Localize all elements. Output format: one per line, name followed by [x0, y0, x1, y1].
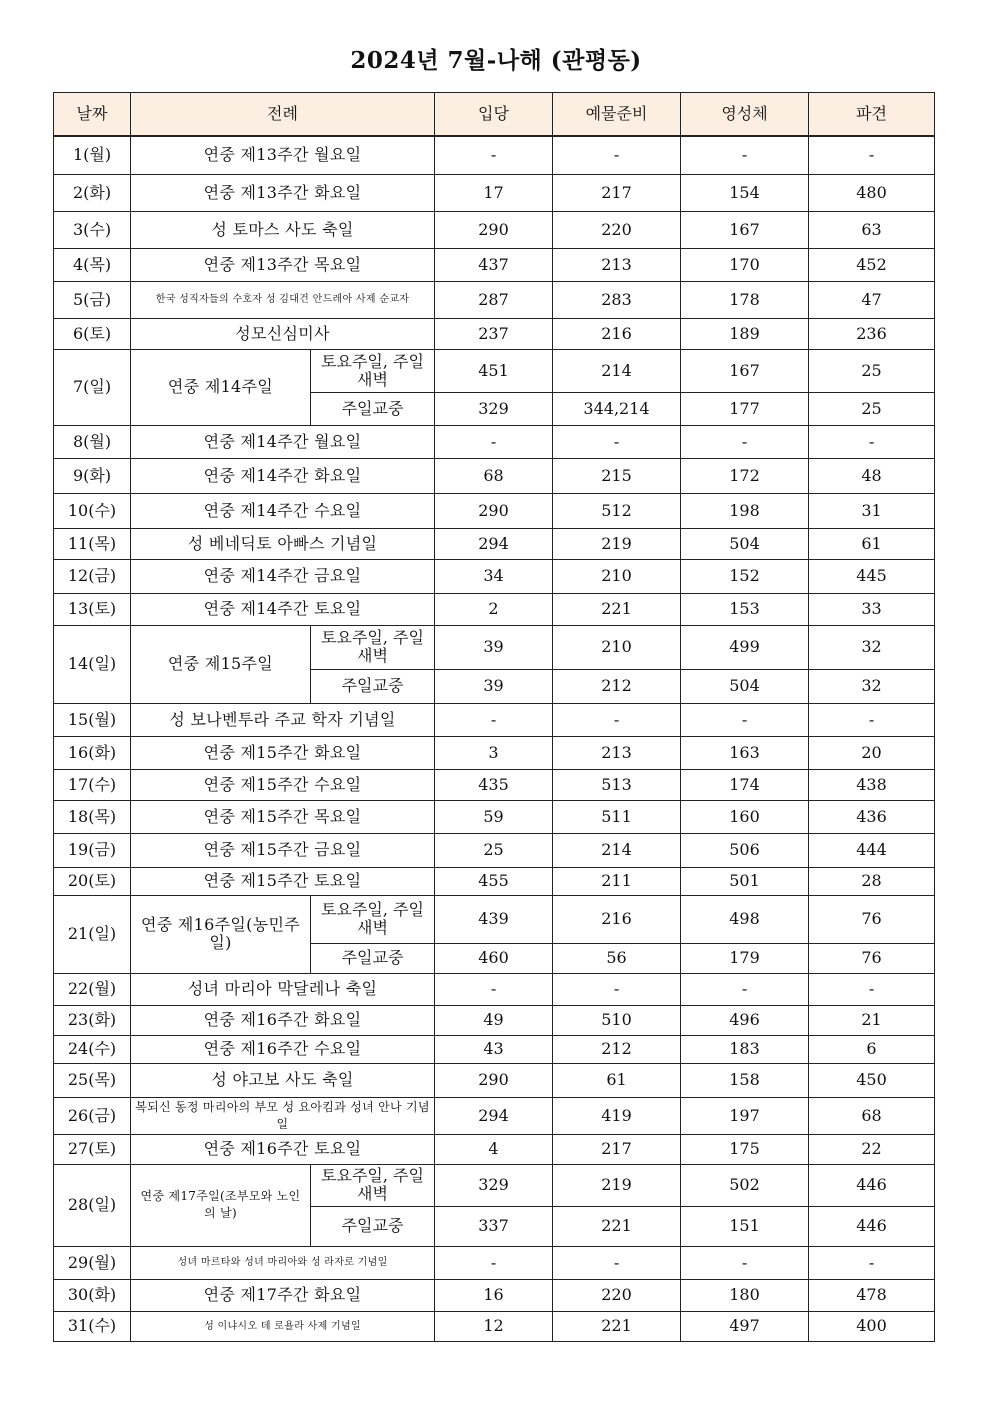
offertory-cell: 221 [553, 1311, 681, 1341]
offertory-cell: 513 [553, 769, 681, 800]
offertory-cell: 213 [553, 736, 681, 769]
communion-cell: 496 [681, 1005, 809, 1035]
entrance-cell: - [435, 1246, 553, 1279]
communion-cell: 179 [681, 943, 809, 973]
entrance-cell: 49 [435, 1005, 553, 1035]
offertory-cell: 214 [553, 833, 681, 867]
dismissal-cell: 68 [809, 1097, 935, 1134]
entrance-cell: 59 [435, 800, 553, 833]
communion-cell: 183 [681, 1035, 809, 1063]
offertory-cell: - [553, 1246, 681, 1279]
communion-cell: 197 [681, 1097, 809, 1134]
communion-cell: - [681, 425, 809, 458]
liturgy-cell: 연중 제15주간 토요일 [131, 867, 435, 895]
dismissal-cell: 21 [809, 1005, 935, 1035]
entrance-cell: 439 [435, 895, 553, 943]
dismissal-cell: 6 [809, 1035, 935, 1063]
table-row [54, 174, 935, 211]
liturgy-cell: 연중 제14주일 [131, 349, 311, 425]
offertory-cell: 212 [553, 669, 681, 703]
dismissal-cell: 31 [809, 493, 935, 528]
liturgy-cell: 연중 제13주간 월요일 [131, 136, 435, 174]
date-cell: 19(금) [54, 833, 131, 867]
offertory-cell: 210 [553, 625, 681, 669]
liturgy-cell: 연중 제14주간 월요일 [131, 425, 435, 458]
date-cell: 16(화) [54, 736, 131, 769]
table-row [54, 703, 935, 736]
offertory-cell: 221 [553, 593, 681, 625]
communion-cell: 174 [681, 769, 809, 800]
liturgy-cell: 연중 제13주간 화요일 [131, 174, 435, 211]
table-row [54, 349, 935, 392]
offertory-cell: 215 [553, 458, 681, 493]
offertory-cell: 216 [553, 318, 681, 349]
table-row [54, 1246, 935, 1279]
offertory-cell: 216 [553, 895, 681, 943]
liturgy-cell: 연중 제15주간 화요일 [131, 736, 435, 769]
mass-type-cell: 토요주일, 주일새벽 [311, 895, 435, 943]
communion-cell: 154 [681, 174, 809, 211]
liturgy-schedule-table [53, 92, 935, 1342]
liturgy-cell: 성녀 마르타와 성녀 마리아와 성 라자로 기념일 [131, 1246, 435, 1279]
date-cell: 9(화) [54, 458, 131, 493]
dismissal-cell: 25 [809, 349, 935, 392]
date-cell: 15(월) [54, 703, 131, 736]
entrance-cell: 39 [435, 625, 553, 669]
table-row [54, 528, 935, 559]
offertory-cell: 210 [553, 559, 681, 593]
date-cell: 13(토) [54, 593, 131, 625]
communion-cell: 153 [681, 593, 809, 625]
liturgy-cell: 성 베네딕토 아빠스 기념일 [131, 528, 435, 559]
liturgy-cell: 연중 제17주간 화요일 [131, 1279, 435, 1311]
dismissal-cell: 444 [809, 833, 935, 867]
offertory-cell: 213 [553, 248, 681, 281]
table-row [54, 281, 935, 318]
dismissal-cell: 20 [809, 736, 935, 769]
offertory-cell: 283 [553, 281, 681, 318]
communion-cell: 160 [681, 800, 809, 833]
table-row [54, 867, 935, 895]
offertory-cell: 221 [553, 1206, 681, 1246]
communion-cell: 498 [681, 895, 809, 943]
mass-type-cell: 토요주일, 주일새벽 [311, 349, 435, 392]
date-cell: 29(월) [54, 1246, 131, 1279]
date-cell: 21(일) [54, 895, 131, 973]
dismissal-cell: 63 [809, 211, 935, 248]
entrance-cell: - [435, 425, 553, 458]
table-row [54, 1279, 935, 1311]
dismissal-cell: - [809, 973, 935, 1005]
header-offertory: 예물준비 [553, 93, 681, 137]
communion-cell: 177 [681, 392, 809, 425]
dismissal-cell: 445 [809, 559, 935, 593]
mass-type-cell: 토요주일, 주일새벽 [311, 1164, 435, 1206]
offertory-cell: 219 [553, 1164, 681, 1206]
date-cell: 17(수) [54, 769, 131, 800]
liturgy-cell: 연중 제14주간 수요일 [131, 493, 435, 528]
entrance-cell: 12 [435, 1311, 553, 1341]
date-cell: 25(목) [54, 1063, 131, 1097]
table-row [54, 1035, 935, 1063]
table-row [54, 1005, 935, 1035]
communion-cell: 175 [681, 1134, 809, 1164]
dismissal-cell: 25 [809, 392, 935, 425]
mass-type-cell: 주일교중 [311, 1206, 435, 1246]
offertory-cell: - [553, 136, 681, 174]
communion-cell: 501 [681, 867, 809, 895]
offertory-cell: 211 [553, 867, 681, 895]
offertory-cell: - [553, 425, 681, 458]
dismissal-cell: 446 [809, 1206, 935, 1246]
dismissal-cell: 76 [809, 943, 935, 973]
table-row [54, 248, 935, 281]
entrance-cell: 34 [435, 559, 553, 593]
date-cell: 5(금) [54, 281, 131, 318]
communion-cell: - [681, 1246, 809, 1279]
communion-cell: 499 [681, 625, 809, 669]
liturgy-cell: 연중 제16주일(농민주일) [131, 895, 311, 973]
entrance-cell: 451 [435, 349, 553, 392]
mass-type-cell: 주일교중 [311, 669, 435, 703]
date-cell: 14(일) [54, 625, 131, 703]
communion-cell: 158 [681, 1063, 809, 1097]
table-row [54, 593, 935, 625]
table-row [54, 211, 935, 248]
liturgy-cell: 연중 제16주간 화요일 [131, 1005, 435, 1035]
dismissal-cell: 47 [809, 281, 935, 318]
header-row [54, 93, 935, 137]
page-title: 2024년 7월-나해 (관평동) [350, 47, 642, 74]
entrance-cell: 25 [435, 833, 553, 867]
entrance-cell: 2 [435, 593, 553, 625]
mass-type-cell: 주일교중 [311, 943, 435, 973]
header-communion: 영성체 [681, 93, 809, 137]
entrance-cell: 435 [435, 769, 553, 800]
offertory-cell: 214 [553, 349, 681, 392]
entrance-cell: 290 [435, 1063, 553, 1097]
dismissal-cell: - [809, 703, 935, 736]
table-row [54, 458, 935, 493]
communion-cell: 198 [681, 493, 809, 528]
liturgy-cell: 연중 제15주간 수요일 [131, 769, 435, 800]
table-row [54, 559, 935, 593]
communion-cell: 497 [681, 1311, 809, 1341]
dismissal-cell: 446 [809, 1164, 935, 1206]
dismissal-cell: 48 [809, 458, 935, 493]
communion-cell: 152 [681, 559, 809, 593]
mass-type-cell: 토요주일, 주일새벽 [311, 625, 435, 669]
liturgy-cell: 연중 제16주간 토요일 [131, 1134, 435, 1164]
entrance-cell: 329 [435, 1164, 553, 1206]
entrance-cell: 16 [435, 1279, 553, 1311]
dismissal-cell: 438 [809, 769, 935, 800]
table-row [54, 1311, 935, 1341]
table-row [54, 1063, 935, 1097]
offertory-cell: 217 [553, 174, 681, 211]
communion-cell: 163 [681, 736, 809, 769]
liturgy-cell: 연중 제14주간 금요일 [131, 559, 435, 593]
entrance-cell: 43 [435, 1035, 553, 1063]
liturgy-cell: 성녀 마리아 막달레나 축일 [131, 973, 435, 1005]
entrance-cell: - [435, 136, 553, 174]
date-cell: 23(화) [54, 1005, 131, 1035]
entrance-cell: - [435, 703, 553, 736]
liturgy-cell: 복되신 동정 마리아의 부모 성 요아킴과 성녀 안나 기념일 [131, 1097, 435, 1134]
liturgy-cell: 성 야고보 사도 축일 [131, 1063, 435, 1097]
date-cell: 6(토) [54, 318, 131, 349]
communion-cell: 167 [681, 211, 809, 248]
entrance-cell: 237 [435, 318, 553, 349]
liturgy-cell: 연중 제13주간 목요일 [131, 248, 435, 281]
table-row [54, 1164, 935, 1206]
communion-cell: - [681, 136, 809, 174]
liturgy-cell: 성 이냐시오 데 로욜라 사제 기념일 [131, 1311, 435, 1341]
date-cell: 12(금) [54, 559, 131, 593]
date-cell: 10(수) [54, 493, 131, 528]
liturgy-cell: 연중 제15주일 [131, 625, 311, 703]
dismissal-cell: - [809, 1246, 935, 1279]
table-row [54, 973, 935, 1005]
dismissal-cell: 28 [809, 867, 935, 895]
liturgy-cell: 한국 성직자들의 수호자 성 김대건 안드레아 사제 순교자 [131, 281, 435, 318]
entrance-cell: 337 [435, 1206, 553, 1246]
dismissal-cell: 478 [809, 1279, 935, 1311]
offertory-cell: - [553, 703, 681, 736]
dismissal-cell: - [809, 136, 935, 174]
entrance-cell: 17 [435, 174, 553, 211]
table-row [54, 1097, 935, 1134]
entrance-cell: 329 [435, 392, 553, 425]
offertory-cell: - [553, 973, 681, 1005]
table-row [54, 895, 935, 943]
offertory-cell: 220 [553, 1279, 681, 1311]
table-row [54, 1134, 935, 1164]
dismissal-cell: 22 [809, 1134, 935, 1164]
entrance-cell: 287 [435, 281, 553, 318]
liturgy-cell: 연중 제14주간 화요일 [131, 458, 435, 493]
communion-cell: - [681, 973, 809, 1005]
date-cell: 7(일) [54, 349, 131, 425]
entrance-cell: 294 [435, 1097, 553, 1134]
mass-type-cell: 주일교중 [311, 392, 435, 425]
dismissal-cell: 76 [809, 895, 935, 943]
date-cell: 8(월) [54, 425, 131, 458]
communion-cell: 151 [681, 1206, 809, 1246]
header-entrance: 입당 [435, 93, 553, 137]
communion-cell: 189 [681, 318, 809, 349]
table-row [54, 769, 935, 800]
entrance-cell: 437 [435, 248, 553, 281]
header-dismissal: 파견 [809, 93, 935, 137]
communion-cell: 506 [681, 833, 809, 867]
dismissal-cell: 33 [809, 593, 935, 625]
liturgy-cell: 성 보나벤투라 주교 학자 기념일 [131, 703, 435, 736]
entrance-cell: 290 [435, 211, 553, 248]
offertory-cell: 219 [553, 528, 681, 559]
offertory-cell: 512 [553, 493, 681, 528]
liturgy-cell: 연중 제16주간 수요일 [131, 1035, 435, 1063]
entrance-cell: 68 [435, 458, 553, 493]
entrance-cell: 290 [435, 493, 553, 528]
offertory-cell: 217 [553, 1134, 681, 1164]
offertory-cell: 510 [553, 1005, 681, 1035]
dismissal-cell: 450 [809, 1063, 935, 1097]
offertory-cell: 344,214 [553, 392, 681, 425]
table-row [54, 425, 935, 458]
entrance-cell: 4 [435, 1134, 553, 1164]
liturgy-cell: 연중 제15주간 금요일 [131, 833, 435, 867]
entrance-cell: 39 [435, 669, 553, 703]
table-row [54, 625, 935, 669]
liturgy-cell: 연중 제14주간 토요일 [131, 593, 435, 625]
date-cell: 18(목) [54, 800, 131, 833]
table-row [54, 833, 935, 867]
communion-cell: 180 [681, 1279, 809, 1311]
liturgy-cell: 연중 제17주일(조부모와 노인의 날) [131, 1164, 311, 1246]
entrance-cell: 460 [435, 943, 553, 973]
entrance-cell: 294 [435, 528, 553, 559]
communion-cell: 178 [681, 281, 809, 318]
date-cell: 11(목) [54, 528, 131, 559]
liturgy-cell: 성 토마스 사도 축일 [131, 211, 435, 248]
date-cell: 4(목) [54, 248, 131, 281]
table-row [54, 136, 935, 174]
date-cell: 26(금) [54, 1097, 131, 1134]
table-row [54, 736, 935, 769]
offertory-cell: 419 [553, 1097, 681, 1134]
table-row [54, 318, 935, 349]
date-cell: 24(수) [54, 1035, 131, 1063]
liturgy-cell: 성모신심미사 [131, 318, 435, 349]
dismissal-cell: 32 [809, 669, 935, 703]
date-cell: 20(토) [54, 867, 131, 895]
date-cell: 3(수) [54, 211, 131, 248]
dismissal-cell: - [809, 425, 935, 458]
entrance-cell: - [435, 973, 553, 1005]
liturgy-cell: 연중 제15주간 목요일 [131, 800, 435, 833]
offertory-cell: 220 [553, 211, 681, 248]
communion-cell: 504 [681, 669, 809, 703]
table-row [54, 800, 935, 833]
header-liturgy: 전례 [131, 93, 435, 137]
date-cell: 31(수) [54, 1311, 131, 1341]
dismissal-cell: 236 [809, 318, 935, 349]
dismissal-cell: 436 [809, 800, 935, 833]
communion-cell: 170 [681, 248, 809, 281]
date-cell: 28(일) [54, 1164, 131, 1246]
communion-cell: 502 [681, 1164, 809, 1206]
dismissal-cell: 480 [809, 174, 935, 211]
date-cell: 2(화) [54, 174, 131, 211]
entrance-cell: 3 [435, 736, 553, 769]
table-row [54, 493, 935, 528]
communion-cell: - [681, 703, 809, 736]
offertory-cell: 212 [553, 1035, 681, 1063]
dismissal-cell: 61 [809, 528, 935, 559]
dismissal-cell: 452 [809, 248, 935, 281]
offertory-cell: 56 [553, 943, 681, 973]
date-cell: 22(월) [54, 973, 131, 1005]
dismissal-cell: 400 [809, 1311, 935, 1341]
entrance-cell: 455 [435, 867, 553, 895]
header-date: 날짜 [54, 93, 131, 137]
communion-cell: 167 [681, 349, 809, 392]
communion-cell: 172 [681, 458, 809, 493]
offertory-cell: 511 [553, 800, 681, 833]
date-cell: 27(토) [54, 1134, 131, 1164]
offertory-cell: 61 [553, 1063, 681, 1097]
date-cell: 30(화) [54, 1279, 131, 1311]
dismissal-cell: 32 [809, 625, 935, 669]
date-cell: 1(월) [54, 136, 131, 174]
communion-cell: 504 [681, 528, 809, 559]
